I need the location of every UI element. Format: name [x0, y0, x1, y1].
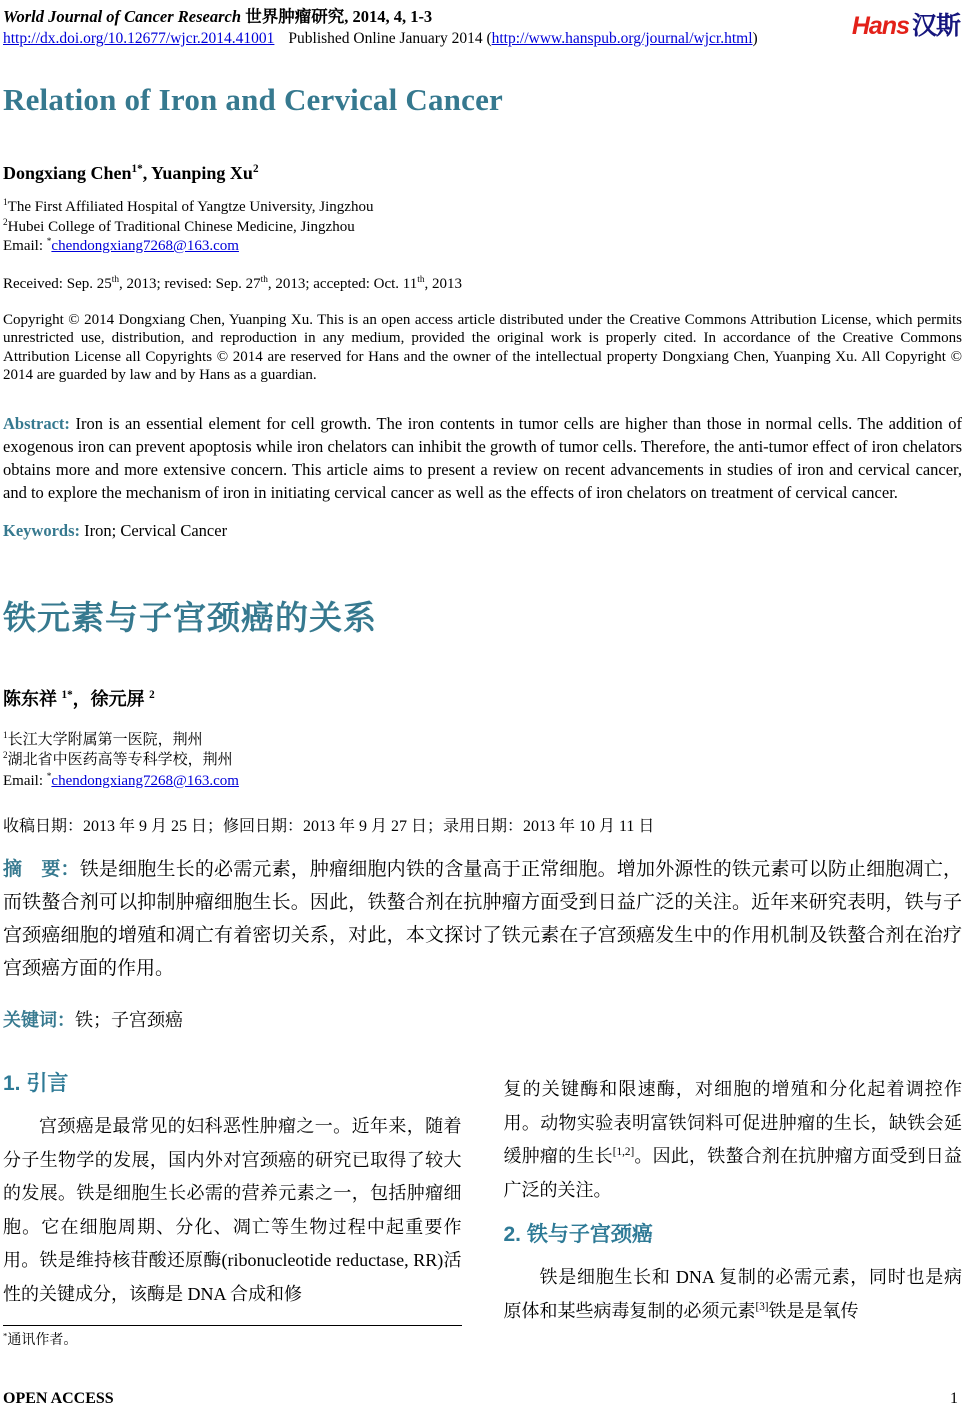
affiliation-zh-1-sup: 1	[3, 730, 8, 741]
section-2-seg-a: 铁是细胞生长和 DNA 复制的必需元素，同时也是病原体和某些病毒复制的必须元素	[503, 1267, 962, 1321]
journal-name-zh: 世界肿瘤研究	[241, 7, 345, 26]
hans-logo-latin: Hans	[851, 12, 909, 40]
affiliation-en-1-sup: 1	[3, 198, 8, 208]
section-1-continuation	[504, 1073, 963, 1207]
abstract-zh	[3, 853, 962, 985]
affiliation-en-2-sup: 2	[3, 217, 8, 228]
section-1-heading: 1. 引言	[3, 1072, 69, 1096]
affiliation-zh-1-text: 长江大学附属第一医院，荆州	[7, 731, 203, 748]
footnote-text: 通讯作者。	[7, 1333, 78, 1349]
keywords-text-zh: 铁；子宫颈癌	[75, 1010, 183, 1031]
journal-header	[3, 6, 962, 49]
email-sup-en: *	[46, 237, 52, 247]
abstract-label-zh: 摘 要：	[3, 859, 80, 881]
keywords-label-en: Keywords:	[3, 520, 80, 540]
keywords-zh	[3, 1006, 962, 1032]
received-seg-2: , 2013; revised: Sep. 27	[118, 275, 261, 292]
abstract-en	[3, 412, 962, 504]
affiliations-en	[3, 198, 962, 257]
affiliation-zh-2	[3, 750, 962, 771]
journal-issue-info: , 2014, 4, 1-3	[344, 7, 433, 26]
abstract-label-en: Abstract:	[3, 413, 70, 433]
article-title-zh: 铁元素与子宫颈癌的关系	[3, 598, 377, 636]
email-line-en	[3, 237, 962, 257]
affiliations-zh	[3, 730, 962, 792]
hans-logo	[852, 6, 962, 42]
journal-name-en: World Journal of Cancer Research	[3, 7, 242, 26]
affiliation-zh-2-text: 湖北省中医药高等专科学校，荆州	[7, 752, 233, 769]
journal-title-line	[3, 6, 758, 27]
authors-en-separator: ,	[142, 163, 152, 183]
continuation-seg-b: 。因此，铁螯合剂在抗肿瘤方面受到日益广泛的关注。	[503, 1146, 963, 1200]
author-zh-2: 徐元屏	[90, 688, 150, 709]
article-title-en: Relation of Iron and Cervical Cancer	[3, 82, 503, 117]
email-label-en: Email:	[3, 238, 47, 254]
author-en-2-sup: 2	[252, 163, 259, 175]
section-2-seg-b: 铁是是氧传	[768, 1300, 859, 1321]
corresponding-author-footnote	[3, 1325, 462, 1349]
dates-line-zh: 收稿日期：2013 年 9 月 25 日；修回日期：2013 年 9 月 27 日；录用日期：2013 年 10 月 11 日	[3, 818, 655, 836]
section-2-paragraph	[504, 1261, 963, 1328]
journal-url-link[interactable]: http://www.hanspub.org/journal/wjcr.html	[491, 30, 753, 47]
affiliation-en-2	[3, 218, 962, 238]
section-1-paragraph: 宫颈癌是最常见的妇科恶性肿瘤之一。近年来，随着分子生物学的发展，国内外对宫颈癌的研究已取得了较大的发展。铁是细胞生长必需的营养元素之一，包括肿瘤细胞。它在细胞周期、分化、凋亡等生物过程中起重要作用。铁是维持核苷酸还原酶(ribonucleotide reductase, RR)活性的关键成分，该酶是 DNA 合成和修	[3, 1116, 462, 1304]
open-access-label: OPEN ACCESS	[3, 1390, 114, 1407]
author-en-1: Dongxiang Chen	[3, 163, 132, 183]
received-sup-3: th	[417, 274, 425, 285]
affiliation-zh-1	[3, 730, 962, 751]
authors-en	[3, 163, 962, 184]
email-sup-zh: *	[46, 771, 52, 782]
hans-logo-hanzi: 汉斯	[911, 12, 960, 40]
keywords-en	[3, 521, 962, 541]
published-online-close: )	[752, 30, 758, 47]
abstract-text-zh: 铁是细胞生长的必需元素，肿瘤细胞内铁的含量高于正常细胞。增加外源性的铁元素可以防止细胞凋亡，而铁螯合剂可以抑制肿瘤细胞生长。因此，铁螯合剂在抗肿瘤方面受到日益广泛的关注。近年来研究表明，铁与子宫颈癌细胞的增殖和凋亡有着密切关系，对此，本文探讨了铁元素在子宫颈癌发生中的作用机制及铁螯合剂在治疗宫颈癌方面的作用。	[3, 859, 962, 980]
email-link-en[interactable]: chendongxiang7268@163.com	[51, 238, 239, 254]
published-online-text: Published Online January 2014 (	[288, 30, 492, 47]
authors-zh-separator: ，	[72, 688, 91, 709]
author-en-1-sup: 1*	[131, 163, 143, 175]
section-2-heading: 2. 铁与子宫颈癌	[503, 1223, 653, 1247]
footnote-sup: *	[3, 1330, 8, 1341]
author-zh-1: 陈东祥	[3, 688, 62, 709]
body-columns	[3, 1067, 962, 1349]
received-seg-4: , 2013	[424, 275, 462, 292]
copyright-notice: Copyright © 2014 Dongxiang Chen, Yuanping Xu. This is an open access article distributed under the Creative Commons Attribution License, which permits unrestricted use, distribution, and reproduction in any medium, provided the original work is properly cited. In accordance of the Creative Commons Attribution License all Copyrights © 2014 are reserved for Hans and the owner of the intellectual property Dongxiang Chen, Yuanping Xu. All Copyright © 2014 are guarded by law and by Hans as a guardian.	[3, 311, 962, 384]
email-link-zh[interactable]: chendongxiang7268@163.com	[51, 772, 239, 789]
affiliation-en-1	[3, 198, 962, 218]
continuation-ref: [1,2]	[612, 1146, 635, 1159]
continuation-seg-a: 复的关键酶和限速酶，对细胞的增殖和分化起着调控作用。动物实验表明富铁饲料可促进肿瘤的生长，缺铁会延缓肿瘤的生长	[503, 1079, 962, 1167]
authors-zh	[3, 685, 962, 711]
body-column-left	[3, 1067, 462, 1349]
received-line	[3, 276, 962, 293]
doi-line	[3, 28, 758, 49]
received-seg-1: Received: Sep. 25	[3, 275, 112, 292]
affiliation-en-1-text: The First Affiliated Hospital of Yangtze University, Jingzhou	[7, 199, 374, 215]
email-label-zh: Email:	[3, 772, 47, 789]
journal-header-text	[3, 6, 758, 49]
affiliation-zh-2-sup: 2	[3, 751, 8, 762]
received-sup-2: th	[260, 274, 268, 285]
received-sup-1: th	[111, 274, 119, 285]
abstract-text-en: Iron is an essential element for cell growth. The iron contents in tumor cells are higher than those in normal cells. The addition of exogenous iron can prevent apoptosis while iron chelators can inhibit the growth of tumor cells. Therefore, the anti-tumor effect of iron chelators obtains more and more extensive concern. This article aims to present a review on recent advancements in studies of iron and cervical cancer, and to explore the mechanism of iron in initiating cervical cancer as well as the effects of iron chelators on treatment of cervical cancer.	[3, 413, 962, 502]
doi-link[interactable]: http://dx.doi.org/10.12677/wjcr.2014.41001	[3, 30, 275, 47]
received-seg-3: , 2013; accepted: Oct. 11	[267, 275, 418, 292]
keywords-text-en: Iron; Cervical Cancer	[80, 520, 228, 540]
keywords-label-zh: 关键词：	[3, 1010, 75, 1031]
page-number: 1	[950, 1390, 958, 1407]
page-footer	[3, 1390, 958, 1408]
author-en-2: Yuanping Xu	[151, 163, 253, 183]
body-column-right	[504, 1067, 963, 1349]
section-2-ref: [3]	[755, 1300, 769, 1313]
author-zh-2-sup: 2	[149, 688, 155, 701]
author-zh-1-sup: 1*	[61, 688, 73, 701]
affiliation-en-2-text: Hubei College of Traditional Chinese Medicine, Jingzhou	[7, 218, 355, 235]
email-line-zh	[3, 771, 962, 792]
